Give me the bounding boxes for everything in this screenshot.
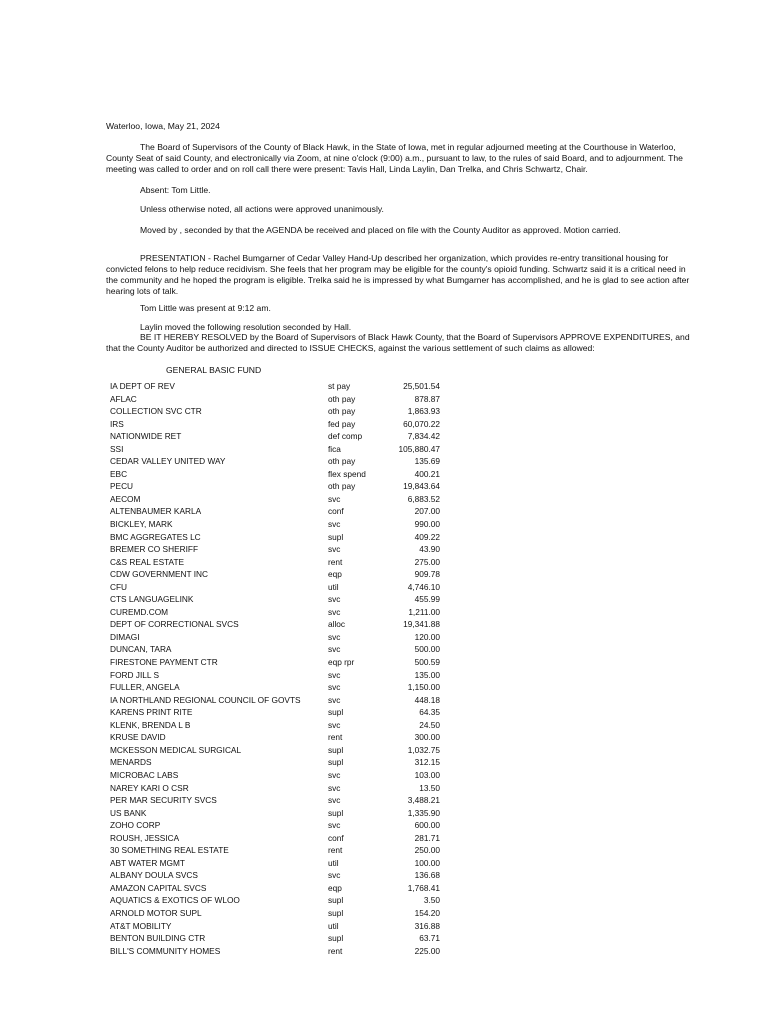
claim-row bbox=[110, 819, 440, 832]
claim-payee: KLENK, BRENDA L B bbox=[110, 719, 191, 730]
claim-amount: 154.20 bbox=[414, 907, 440, 918]
fund-heading: GENERAL BASIC FUND bbox=[166, 365, 262, 375]
claim-type: svc bbox=[328, 644, 341, 655]
claim-type: svc bbox=[328, 606, 341, 617]
claim-amount: 909.78 bbox=[414, 569, 440, 580]
claim-type: fed pay bbox=[328, 418, 356, 429]
unanimous-paragraph: Unless otherwise noted, all actions were approved unanimously. bbox=[140, 204, 384, 214]
claim-payee: US BANK bbox=[110, 807, 147, 818]
claim-row bbox=[110, 380, 440, 393]
claim-type: conf bbox=[328, 832, 344, 843]
claim-amount: 448.18 bbox=[414, 694, 440, 705]
claim-payee: KRUSE DAVID bbox=[110, 732, 166, 743]
claim-payee: BILL'S COMMUNITY HOMES bbox=[110, 945, 221, 956]
claim-type: rent bbox=[328, 732, 343, 743]
claim-payee: MCKESSON MEDICAL SURGICAL bbox=[110, 744, 242, 755]
claim-amount: 1,768.41 bbox=[407, 882, 440, 893]
claim-type: st pay bbox=[328, 381, 351, 391]
claim-payee: ABT WATER MGMT bbox=[110, 857, 185, 868]
claim-row bbox=[110, 920, 440, 933]
claim-row bbox=[110, 518, 440, 531]
claim-amount: 100.00 bbox=[414, 857, 440, 868]
claim-type: svc bbox=[328, 694, 341, 705]
claim-amount: 275.00 bbox=[414, 556, 440, 567]
claim-amount: 500.59 bbox=[414, 657, 440, 668]
claim-type: supl bbox=[328, 907, 344, 918]
claim-row bbox=[110, 581, 440, 594]
claim-amount: 207.00 bbox=[414, 506, 440, 517]
claim-payee: PER MAR SECURITY SVCS bbox=[110, 795, 217, 806]
claim-amount: 4,746.10 bbox=[407, 581, 440, 592]
claim-amount: 250.00 bbox=[414, 845, 440, 856]
claim-type: conf bbox=[328, 506, 344, 517]
claim-row bbox=[110, 669, 440, 682]
claim-amount: 500.00 bbox=[414, 644, 440, 655]
claim-type: svc bbox=[328, 870, 341, 881]
claim-payee: IA DEPT OF REV bbox=[110, 381, 175, 391]
claim-amount: 63.71 bbox=[419, 933, 440, 944]
claim-payee: BREMER CO SHERIFF bbox=[110, 544, 199, 555]
claim-type: supl bbox=[328, 531, 344, 542]
claim-type: svc bbox=[328, 544, 341, 555]
claim-row bbox=[110, 568, 440, 581]
claim-payee: PECU bbox=[110, 481, 134, 492]
claim-row bbox=[110, 543, 440, 556]
claim-amount: 281.71 bbox=[414, 832, 440, 843]
claim-type: util bbox=[328, 920, 339, 931]
claim-payee: 30 SOMETHING REAL ESTATE bbox=[110, 845, 229, 856]
claim-type: supl bbox=[328, 707, 344, 718]
claim-row bbox=[110, 857, 440, 870]
claim-amount: 409.22 bbox=[414, 531, 440, 542]
claim-payee: ZOHO CORP bbox=[110, 820, 161, 831]
claim-type: util bbox=[328, 581, 339, 592]
claim-amount: 103.00 bbox=[414, 769, 440, 780]
claim-type: oth pay bbox=[328, 393, 356, 404]
claim-payee: ALTENBAUMER KARLA bbox=[110, 506, 202, 517]
claim-row bbox=[110, 794, 440, 807]
claim-row bbox=[110, 443, 440, 456]
claim-payee: IA NORTHLAND REGIONAL COUNCIL OF GOVTS bbox=[110, 694, 301, 705]
claim-row bbox=[110, 694, 440, 707]
claim-row bbox=[110, 744, 440, 757]
claim-row bbox=[110, 618, 440, 631]
claim-amount: 6,883.52 bbox=[407, 493, 440, 504]
absent-line: Absent: Tom Little. bbox=[140, 185, 211, 195]
claim-payee: DUNCAN, TARA bbox=[110, 644, 172, 655]
claim-payee: BENTON BUILDING CTR bbox=[110, 933, 206, 944]
claim-type: rent bbox=[328, 845, 343, 856]
claim-type: svc bbox=[328, 719, 341, 730]
claim-payee: CEDAR VALLEY UNITED WAY bbox=[110, 456, 226, 467]
claim-payee: CTS LANGUAGELINK bbox=[110, 594, 194, 605]
claim-payee: AECOM bbox=[110, 493, 141, 504]
claim-row bbox=[110, 606, 440, 619]
claim-payee: NATIONWIDE RET bbox=[110, 431, 182, 442]
claim-amount: 60,070.22 bbox=[403, 418, 440, 429]
claim-row bbox=[110, 882, 440, 895]
claim-type: svc bbox=[328, 820, 341, 831]
claim-type: alloc bbox=[328, 619, 346, 630]
claim-type: oth pay bbox=[328, 456, 356, 467]
claim-payee: CFU bbox=[110, 581, 128, 592]
claim-amount: 1,032.75 bbox=[407, 744, 440, 755]
claim-amount: 120.00 bbox=[414, 631, 440, 642]
claim-payee: BICKLEY, MARK bbox=[110, 519, 173, 530]
claim-type: svc bbox=[328, 782, 341, 793]
claim-payee: EBC bbox=[110, 468, 128, 479]
claim-row bbox=[110, 907, 440, 920]
claim-type: supl bbox=[328, 895, 344, 906]
claim-row bbox=[110, 393, 440, 406]
claim-row bbox=[110, 531, 440, 544]
claim-row bbox=[110, 480, 440, 493]
claim-type: eqp bbox=[328, 569, 342, 580]
claim-type: svc bbox=[328, 682, 341, 693]
claim-amount: 225.00 bbox=[414, 945, 440, 956]
claim-amount: 312.15 bbox=[414, 757, 440, 768]
little-present-line: Tom Little was present at 9:12 am. bbox=[140, 303, 271, 313]
claim-payee: BMC AGGREGATES LC bbox=[110, 531, 201, 542]
claim-row bbox=[110, 593, 440, 606]
claim-payee: FIRESTONE PAYMENT CTR bbox=[110, 657, 218, 668]
claim-amount: 400.21 bbox=[414, 468, 440, 479]
claim-row bbox=[110, 945, 440, 958]
claim-type: flex spend bbox=[328, 468, 366, 479]
claim-type: supl bbox=[328, 757, 344, 768]
claim-payee: CUREMD.COM bbox=[110, 606, 169, 617]
claim-type: util bbox=[328, 857, 339, 868]
claim-payee: AFLAC bbox=[110, 393, 137, 404]
claim-row bbox=[110, 844, 440, 857]
claim-amount: 135.69 bbox=[414, 456, 440, 467]
claim-type: eqp rpr bbox=[328, 657, 355, 668]
claim-amount: 7,834.42 bbox=[407, 431, 440, 442]
claim-payee: MICROBAC LABS bbox=[110, 769, 179, 780]
claim-amount: 1,863.93 bbox=[407, 406, 440, 417]
claims-table bbox=[110, 380, 440, 957]
claim-amount: 105,880.47 bbox=[398, 443, 440, 454]
claim-row bbox=[110, 556, 440, 569]
opening-paragraph: The Board of Supervisors of the County of Black Hawk, in the State of Iowa, met in regular adjourned meeting at the Courthouse in Waterloo, County Seat of said County, and electronically via Zoom, at nine o'clock (9:00) a.m., pursuant to law, to the rules of said Board, and to adjournment. The meeting was called to order and on roll call there were present: Tavis Hall, Linda Laylin, Dan Trelka, and Chris Schwartz, Chair. bbox=[106, 142, 683, 174]
claim-row bbox=[110, 643, 440, 656]
claim-type: svc bbox=[328, 795, 341, 806]
claim-row bbox=[110, 418, 440, 431]
claim-row bbox=[110, 505, 440, 518]
presentation-paragraph: PRESENTATION - Rachel Bumgarner of Cedar Valley Hand-Up described her organization, which provides re-entry transitional housing for convicted felons to help reduce recidivism. She feels that her program may be eligible for the county's opioid funding. Schwartz said it is a critical need in the community and he hoped the program is eligible. Trelka said he is impressed by what Bumgarner has accomplished, and he is glad to see action after hearing lots of talk. bbox=[106, 253, 690, 296]
claim-amount: 136.68 bbox=[414, 870, 440, 881]
claim-type: svc bbox=[328, 594, 341, 605]
claim-payee: AQUATICS & EXOTICS OF WLOO bbox=[110, 895, 240, 906]
claim-row bbox=[110, 430, 440, 443]
claim-payee: NAREY KARI O CSR bbox=[110, 782, 189, 793]
claim-payee: CDW GOVERNMENT INC bbox=[110, 569, 209, 580]
claim-type: svc bbox=[328, 493, 341, 504]
claim-type: svc bbox=[328, 519, 341, 530]
claim-amount: 1,335.90 bbox=[407, 807, 440, 818]
claim-amount: 990.00 bbox=[414, 519, 440, 530]
claim-amount: 19,843.64 bbox=[403, 481, 440, 492]
claim-payee: C&S REAL ESTATE bbox=[110, 556, 185, 567]
claim-payee: ARNOLD MOTOR SUPL bbox=[110, 907, 202, 918]
claim-amount: 316.88 bbox=[414, 920, 440, 931]
claim-row bbox=[110, 769, 440, 782]
claim-amount: 3,488.21 bbox=[407, 795, 440, 806]
claim-row bbox=[110, 869, 440, 882]
claim-type: supl bbox=[328, 933, 344, 944]
claim-row bbox=[110, 405, 440, 418]
claim-row bbox=[110, 631, 440, 644]
claim-payee: ROUSH, JESSICA bbox=[110, 832, 180, 843]
claim-type: rent bbox=[328, 945, 343, 956]
claim-type: eqp bbox=[328, 882, 342, 893]
claim-type: svc bbox=[328, 769, 341, 780]
claim-type: oth pay bbox=[328, 481, 356, 492]
claim-payee: FORD JILL S bbox=[110, 669, 160, 680]
claim-type: def comp bbox=[328, 431, 363, 442]
claim-row bbox=[110, 493, 440, 506]
agenda-paragraph: Moved by , seconded by that the AGENDA be received and placed on file with the County Auditor as approved. Motion carried. bbox=[140, 225, 621, 235]
claim-amount: 64.35 bbox=[419, 707, 440, 718]
claim-row bbox=[110, 719, 440, 732]
claim-row bbox=[110, 807, 440, 820]
claim-row bbox=[110, 782, 440, 795]
claim-type: supl bbox=[328, 744, 344, 755]
claim-amount: 3.50 bbox=[423, 895, 440, 906]
dateline: Waterloo, Iowa, May 21, 2024 bbox=[106, 121, 220, 131]
claim-row bbox=[110, 832, 440, 845]
claim-payee: COLLECTION SVC CTR bbox=[110, 406, 202, 417]
claim-amount: 878.87 bbox=[414, 393, 440, 404]
claim-row bbox=[110, 756, 440, 769]
claim-amount: 25,501.54 bbox=[403, 381, 440, 391]
claim-payee: DIMAGI bbox=[110, 631, 140, 642]
claim-row bbox=[110, 455, 440, 468]
claim-amount: 24.50 bbox=[419, 719, 440, 730]
claim-payee: DEPT OF CORRECTIONAL SVCS bbox=[110, 619, 239, 630]
claim-row bbox=[110, 681, 440, 694]
claim-type: svc bbox=[328, 669, 341, 680]
claim-amount: 19,341.88 bbox=[403, 619, 440, 630]
claim-row bbox=[110, 731, 440, 744]
claim-amount: 300.00 bbox=[414, 732, 440, 743]
claim-amount: 135.00 bbox=[414, 669, 440, 680]
claim-type: supl bbox=[328, 807, 344, 818]
claim-row bbox=[110, 468, 440, 481]
claim-row bbox=[110, 932, 440, 945]
claim-payee: MENARDS bbox=[110, 757, 152, 768]
resolution-paragraph: BE IT HEREBY RESOLVED by the Board of Supervisors of Black Hawk County, that the Board of Supervisors APPROVE EXPENDITURES, and that the County Auditor be authorized and directed to ISSUE CHECKS, against the various settlement of such claims as allowed: bbox=[106, 332, 690, 353]
claim-payee: SSI bbox=[110, 443, 124, 454]
claim-payee: ALBANY DOULA SVCS bbox=[110, 870, 198, 881]
claim-payee: FULLER, ANGELA bbox=[110, 682, 180, 693]
claim-payee: IRS bbox=[110, 418, 124, 429]
claim-payee: AMAZON CAPITAL SVCS bbox=[110, 882, 207, 893]
claim-amount: 455.99 bbox=[414, 594, 440, 605]
claim-type: oth pay bbox=[328, 406, 356, 417]
claim-row bbox=[110, 656, 440, 669]
claim-type: rent bbox=[328, 556, 343, 567]
claim-type: svc bbox=[328, 631, 341, 642]
claim-payee: AT&T MOBILITY bbox=[110, 920, 172, 931]
claim-amount: 600.00 bbox=[414, 820, 440, 831]
claim-type: fica bbox=[328, 443, 341, 454]
claim-amount: 43.90 bbox=[419, 544, 440, 555]
claim-payee: KARENS PRINT RITE bbox=[110, 707, 193, 718]
claim-amount: 1,211.00 bbox=[408, 606, 440, 617]
claim-row bbox=[110, 894, 440, 907]
claim-amount: 13.50 bbox=[419, 782, 440, 793]
claim-amount: 1,150.00 bbox=[407, 682, 440, 693]
claim-row bbox=[110, 706, 440, 719]
laylin-moved-line: Laylin moved the following resolution seconded by Hall. bbox=[140, 322, 352, 332]
